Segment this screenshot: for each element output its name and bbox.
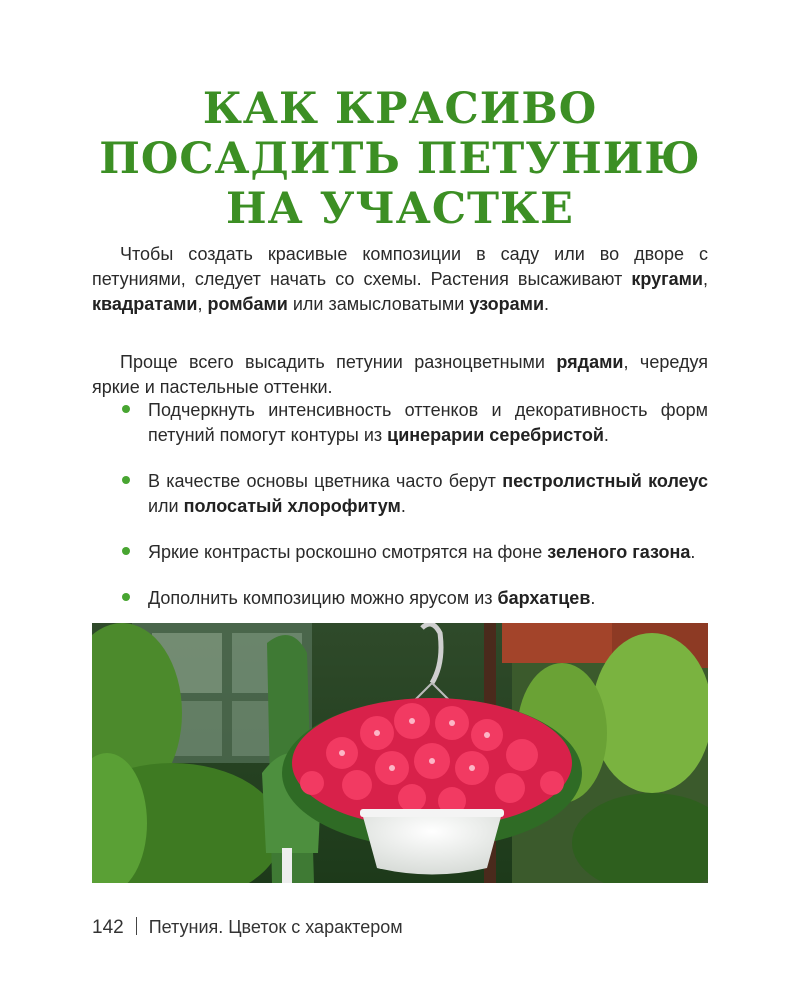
bullet-icon	[122, 547, 130, 555]
footer-divider	[136, 917, 137, 935]
title-line-3: НА УЧАСТКЕ	[226, 184, 574, 234]
bold-term: зеленого газона	[547, 542, 691, 562]
text-run: .	[400, 496, 406, 516]
text-run: ,	[702, 269, 708, 289]
bullet-icon	[122, 476, 130, 484]
text-run: .	[544, 294, 550, 314]
bold-term: бархатцев	[497, 588, 591, 608]
bold-term: кругами	[631, 269, 703, 289]
page-footer	[92, 915, 403, 940]
bold-term: квадратами	[92, 294, 198, 314]
text-run: Чтобы создать красивые композиции в саду или во дворе с петуниями, следует начать со схемы. Растения высаживают	[92, 244, 708, 289]
page-title	[0, 84, 800, 234]
list-item	[92, 398, 708, 448]
text-run: В качестве основы цветника часто берут	[148, 471, 503, 491]
list-item	[92, 540, 708, 565]
text-run: .	[690, 542, 696, 562]
petunia-photo	[92, 623, 708, 883]
title-line-2: ПОСАДИТЬ ПЕТУНИЮ	[99, 134, 701, 184]
text-run: .	[590, 588, 596, 608]
second-paragraph	[92, 350, 708, 400]
text-run: Подчеркнуть интенсивность оттенков и декоративность форм петуний помогут контуры из	[148, 400, 708, 445]
bullet-icon	[122, 405, 130, 413]
bullet-list	[92, 398, 708, 632]
list-item	[92, 469, 708, 519]
text-run: Яркие контрасты роскошно смотрятся на фоне	[148, 542, 548, 562]
bullet-icon	[122, 593, 130, 601]
text-run: или	[148, 496, 184, 516]
title-line-1: КАК КРАСИВО	[202, 84, 598, 134]
text-run: , чередуя яркие и пастельные оттенки.	[92, 352, 708, 397]
bold-term: цинерарии серебристой	[387, 425, 604, 445]
text-run: или замысловатыми	[287, 294, 470, 314]
page-number: 142	[92, 917, 124, 938]
bold-term: рядами	[556, 352, 624, 372]
text-run: Проще всего высадить петунии разноцветными	[120, 352, 557, 372]
text-run: Дополнить композицию можно ярусом из	[148, 588, 498, 608]
bold-term: узорами	[469, 294, 545, 314]
bold-term: пестролистный колеус	[502, 471, 708, 491]
bold-term: ромбами	[207, 294, 288, 314]
text-run: .	[603, 425, 609, 445]
book-title: Петуния. Цветок с характером	[148, 917, 403, 937]
bold-term: полосатый хлорофитум	[183, 496, 401, 516]
intro-paragraph	[92, 242, 708, 317]
text-run: ,	[197, 294, 208, 314]
list-item	[92, 586, 708, 611]
